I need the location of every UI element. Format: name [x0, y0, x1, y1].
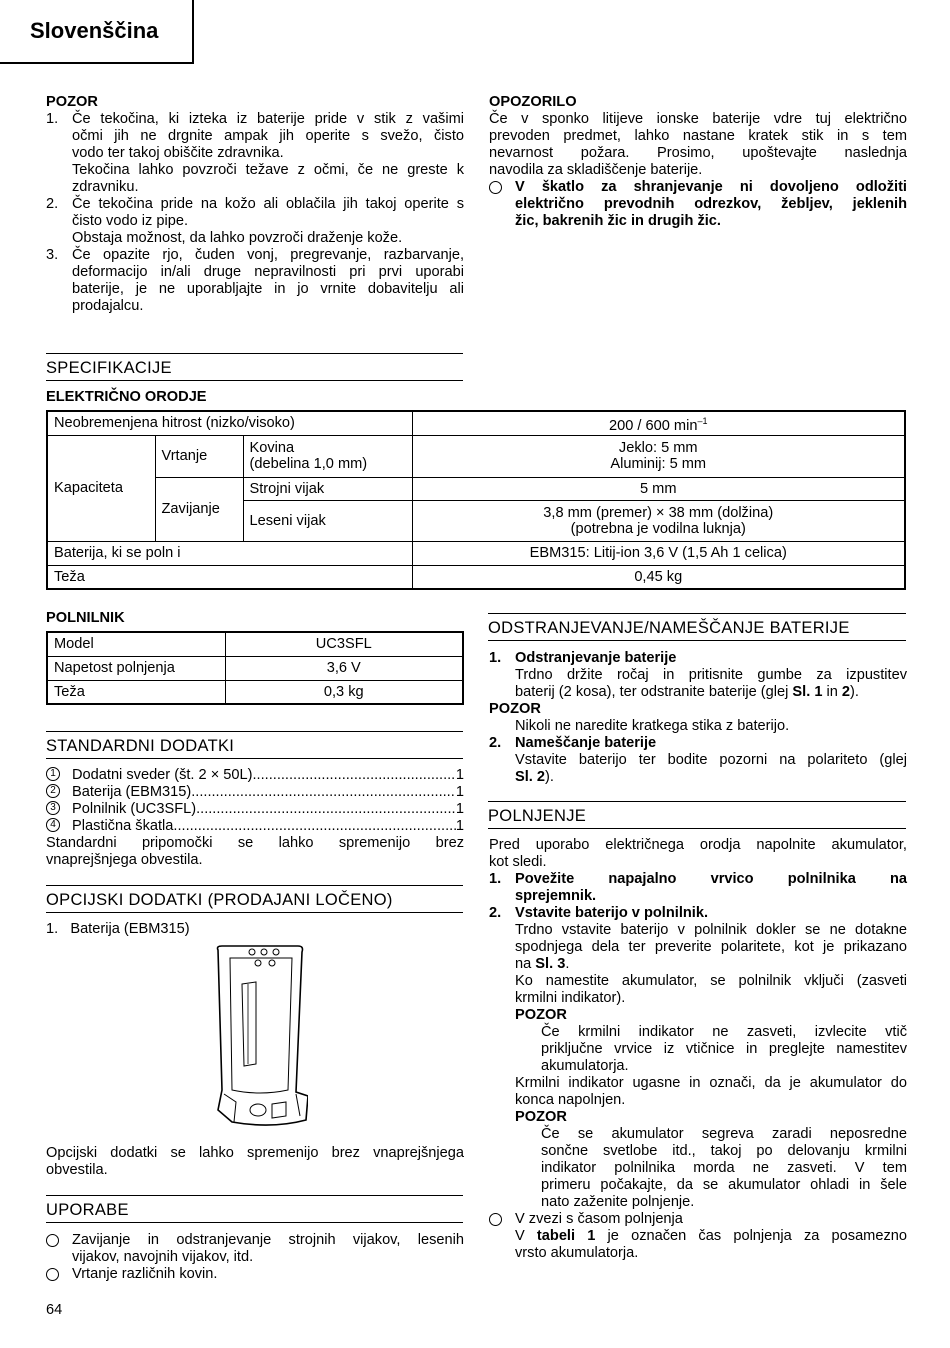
section-title: STANDARDNI DODATKI	[46, 737, 235, 755]
list-item	[46, 818, 464, 835]
charger-value: 0,3 kg	[225, 680, 463, 704]
pozor-item-line: zdravniku.	[72, 179, 139, 195]
list-item	[46, 767, 464, 784]
pozor-label: POZOR	[515, 1007, 567, 1023]
pozor-item-line: Tekočina lahko povzroči težave z očmi, če ne greste k	[72, 162, 464, 178]
pozor-item-line: vodo ter takoj obiščite zdravnika.	[72, 145, 284, 161]
removal-block	[489, 650, 907, 786]
usage-line: Vrtanje različnih kovin.	[72, 1266, 218, 1282]
item-text: Baterija (EBM315)	[72, 784, 192, 800]
charging-block	[489, 837, 907, 1262]
bullet-circle-icon	[489, 181, 502, 194]
step-line: Trdno vstavite baterijo v polnilnik dokler se ne dotakne	[515, 922, 907, 938]
spec-subtitle: ELEKTRIČNO ORODJE	[46, 389, 207, 405]
charging-bullet	[489, 1211, 907, 1262]
step-line: konca napolnjen.	[515, 1092, 626, 1108]
step-line: Sl. 2).	[515, 769, 554, 785]
charging-intro: kot sledi.	[489, 854, 547, 870]
standard-note: vnaprejšnjega obvestila.	[46, 852, 203, 868]
pozor-item	[46, 196, 464, 247]
spec-value: 0,45 kg	[412, 565, 905, 589]
spec-value: EBM315: Litij-ion 3,6 V (1,5 Ah 1 celica)	[412, 541, 905, 565]
opozorilo-line: Če v sponko litijeve ionske baterije vdre tuj električno	[489, 111, 907, 127]
language-label: Slovenščina	[30, 18, 159, 43]
spec-label: Zavijanje	[155, 477, 243, 541]
pozor-title: POZOR	[46, 94, 98, 110]
charger-label: Model	[47, 632, 225, 656]
section-title: POLNJENJE	[488, 807, 587, 825]
item-qty: 1	[455, 801, 464, 817]
pozor-item-line: Če tekočina pride na kožo ali oblačila jih takoj operite s	[72, 196, 464, 212]
section-title: ODSTRANJEVANJE/NAMEŠČANJE BATERIJE	[488, 619, 850, 637]
section-specifikacije	[46, 353, 463, 381]
item-text: Plastična škatla	[72, 818, 174, 834]
pozor-item-line: Če opazite rjo, čuden vonj, pregrevanje, razbarvanje,	[72, 247, 464, 263]
pozor-item-line: čisto vodo iz pipe.	[72, 213, 189, 229]
step-line: Vstavite baterijo ter bodite pozorni na polariteto (glej	[515, 752, 907, 768]
pozor-item-line: prodajalcu.	[72, 298, 144, 314]
pozor-text: Nikoli ne naredite kratkega stika z baterijo.	[515, 718, 790, 734]
step-line: baterij (2 kosa), ter odstranite baterije (glej Sl. 1 in 2).	[515, 684, 859, 700]
section-usage	[46, 1195, 463, 1223]
pozor-label: POZOR	[489, 701, 541, 717]
number-1-icon: 1	[46, 767, 60, 781]
spec-value: 5 mm	[412, 477, 905, 500]
pozor-text: Če se akumulator segreva zaradi neposredne sončne svetlobe itd., takoj po delovanju krmilni indikator polnilnika morda ne zasveti. V tem primeru počakajte, da se akumulator ohladi in šele nato zaženite polnjenje.	[541, 1126, 907, 1210]
step-line: na Sl. 3.	[515, 956, 570, 972]
pozor-item-line: deformacijo in/ali druge nepravilnosti pri prvi uporabi	[72, 264, 464, 280]
pozor-item-num: 1.	[46, 111, 59, 127]
step-num: 2.	[489, 735, 502, 751]
optional-note	[46, 1145, 464, 1179]
bullet-line: električno prevodnih odrezkov, žebljev, jeklenih	[515, 196, 907, 212]
section-title: UPORABE	[46, 1201, 129, 1219]
list-item	[46, 801, 464, 818]
bullet-line: V tabeli 1 je označen čas polnjenja za posamezno	[515, 1228, 907, 1244]
opozorilo-title: OPOZORILO	[489, 94, 577, 110]
pozor-item	[46, 247, 464, 315]
item-qty: 1	[455, 784, 464, 800]
pozor-item-num: 2.	[46, 196, 59, 212]
pozor-item-line: Obstaja možnost, da lahko povzroči draženje kože.	[72, 230, 403, 246]
step-title: Vstavite baterijo v polnilnik.	[515, 905, 709, 921]
spec-label: Kovina (debelina 1,0 mm)	[243, 435, 412, 477]
step-line: krmilni indikator).	[515, 990, 626, 1006]
item-qty: 1	[455, 818, 464, 834]
section-title: SPECIFIKACIJE	[46, 359, 172, 377]
step-line: spodnjega dela ter preverite polaritete, kot je prikazano	[515, 939, 907, 955]
opozorilo-line: nevarnost požara. Prosimo, upoštevajte naslednja	[489, 145, 907, 161]
pozor-item-line: Če tekočina, ki izteka iz baterije pride v stik z vašimi	[72, 111, 464, 127]
removal-step	[489, 735, 907, 786]
language-tab	[0, 0, 194, 64]
item-text: Dodatni sveder (št. 2 × 50L)	[72, 767, 253, 783]
step-line: Trdno držite ročaj in pritisnite gumbe za izpustitev	[515, 667, 907, 683]
bullet-circle-icon	[46, 1234, 59, 1247]
step-num: 1.	[489, 871, 502, 887]
charger-value: UC3SFL	[225, 632, 463, 656]
charging-intro: Pred uporabo električnega orodja napolnite akumulator,	[489, 837, 907, 853]
charging-step	[489, 871, 907, 905]
bullet-line: V škatlo za shranjevanje ni dovoljeno odložiti	[515, 179, 907, 195]
battery-illustration	[212, 944, 308, 1129]
spec-label: Kapaciteta	[47, 435, 155, 541]
standard-note: Standardni pripomočki se lahko spremenijo brez	[46, 835, 464, 851]
spec-label: Baterija, ki se poln i	[47, 541, 412, 565]
item-text: Polnilnik (UC3SFL)	[72, 801, 197, 817]
pozor-item	[46, 111, 464, 196]
bullet-line: V zvezi s časom polnjenja	[515, 1211, 683, 1227]
optional-note-line: Opcijski dodatki se lahko spremenijo brez vnaprejšnjega	[46, 1145, 464, 1161]
spec-label: Leseni vijak	[243, 500, 412, 541]
pozor-item-num: 3.	[46, 247, 59, 263]
list-item	[46, 784, 464, 801]
step-num: 1.	[489, 650, 502, 666]
removal-step	[489, 650, 907, 701]
item-qty: 1	[455, 767, 464, 783]
spec-value: Jeklo: 5 mm Aluminij: 5 mm	[412, 435, 905, 477]
usage-line: Zavijanje in odstranjevanje strojnih vijakov, lesenih	[72, 1232, 464, 1248]
opozorilo-line: navodila za skladiščenje baterije.	[489, 162, 703, 178]
step-title: Odstranjevanje baterije	[515, 650, 677, 666]
number-3-icon: 3	[46, 801, 60, 815]
bullet-line: vrsto akumulatorja.	[515, 1245, 639, 1261]
bullet-circle-icon	[46, 1268, 59, 1281]
optional-note-line: obvestila.	[46, 1162, 108, 1178]
list-item	[46, 1266, 464, 1283]
charger-title: POLNILNIK	[46, 610, 125, 626]
section-removal	[488, 613, 906, 641]
spec-value: 200 / 600 $\min^{-1}$	[412, 411, 905, 435]
pozor-item-line: očmi jih ne drgnite ampak jih operite s svežo, čisto	[72, 128, 464, 144]
charger-label: Napetost polnjenja	[47, 656, 225, 680]
number-4-icon: 4	[46, 818, 60, 832]
spec-label: Neobremenjena hitrost (nizko/visoko)	[47, 411, 412, 435]
step-num: 2.	[489, 905, 502, 921]
list-item	[46, 1232, 464, 1266]
optional-item: 1. Baterija (EBM315)	[46, 921, 190, 937]
pozor-list	[46, 111, 464, 315]
standard-list	[46, 767, 464, 869]
charger-table	[46, 631, 464, 705]
spec-label: Vrtanje	[155, 435, 243, 477]
spec-value: 3,8 mm (premer) × 38 mm (dolžina) (potrebna je vodilna luknja)	[412, 500, 905, 541]
spec-label: Strojni vijak	[243, 477, 412, 500]
section-optional	[46, 885, 463, 913]
step-line: Povežite napajalno vrvico polnilnika na	[515, 871, 907, 887]
pozor-label: POZOR	[515, 1109, 567, 1125]
section-charging	[488, 801, 906, 829]
bullet-circle-icon	[489, 1213, 502, 1226]
number-2-icon: 2	[46, 784, 60, 798]
pozor-item-line: baterije, je ne uporabljajte in jo vrnite dobavitelju ali	[72, 281, 464, 297]
usage-list	[46, 1232, 464, 1283]
pozor-block	[46, 94, 464, 315]
opozorilo-block	[489, 94, 907, 230]
section-title: OPCIJSKI DODATKI (PRODAJANI LOČENO)	[46, 891, 393, 909]
step-title: Nameščanje baterije	[515, 735, 657, 751]
bullet-line: žic, bakrenih žic in drugih žic.	[515, 213, 721, 229]
opozorilo-line: prevoden predmet, lahko nastane kratek stik in s tem	[489, 128, 907, 144]
section-standard	[46, 731, 463, 759]
spec-table	[46, 410, 906, 590]
pozor-text: Če krmilni indikator ne zasveti, izvlecite vtič priključne vrvice iz vtičnice in preglejte namestitev akumulatorja.	[541, 1024, 907, 1074]
usage-line: vijakov, navojnih vijakov, itd.	[72, 1249, 254, 1265]
opozorilo-bullet	[489, 179, 907, 230]
spec-label: Teža	[47, 565, 412, 589]
step-line: Ko namestite akumulator, se polnilnik vključi (zasveti	[515, 973, 907, 989]
step-line: sprejemnik.	[515, 888, 597, 904]
step-line: Krmilni indikator ugasne in označi, da je akumulator do	[515, 1075, 907, 1091]
charger-label: Teža	[47, 680, 225, 704]
page-number: 64	[46, 1302, 63, 1318]
charger-value: 3,6 V	[225, 656, 463, 680]
charging-step	[489, 905, 907, 1211]
